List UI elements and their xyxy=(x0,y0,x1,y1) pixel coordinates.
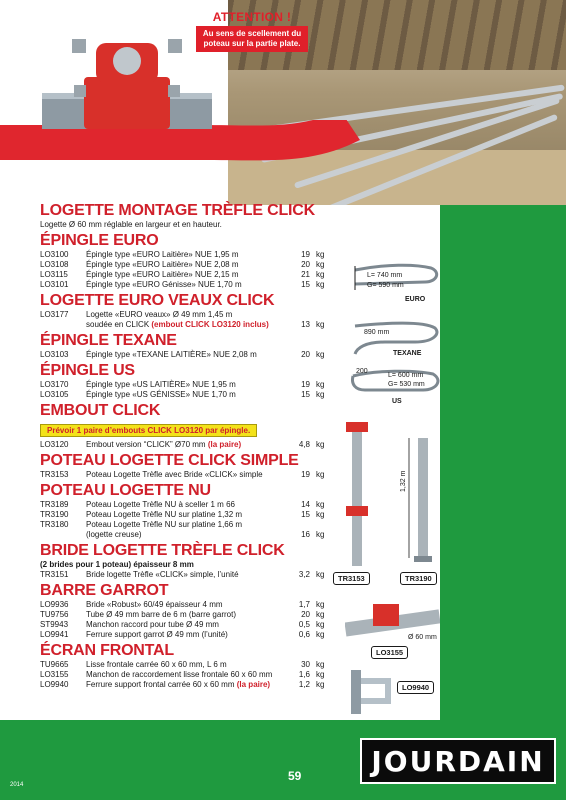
product-code: LO9936 xyxy=(40,600,69,609)
weight-unit: kg xyxy=(316,670,325,679)
product-desc: Poteau Logette Trèfle NU sur platine 1,66 m xyxy=(86,520,243,529)
weight-unit: kg xyxy=(316,570,325,579)
print-year: 2014 xyxy=(10,782,24,788)
product-weight: 13 xyxy=(301,320,310,329)
table-row xyxy=(40,310,340,320)
product-code: LO3103 xyxy=(40,350,69,359)
section-title-logette-euro-veaux: LOGETTE EURO VEAUX CLICK xyxy=(40,292,275,309)
product-weight: 20 xyxy=(301,350,310,359)
weight-unit: kg xyxy=(316,680,325,689)
product-weight: 16 xyxy=(301,530,310,539)
table-row xyxy=(40,500,340,510)
product-desc: Bride «Robust» 60/49 épaisseur 4 mm xyxy=(86,600,223,609)
product-code: TR3153 xyxy=(40,470,69,479)
us-label: US xyxy=(392,398,402,405)
section-title-poteau-simple: POTEAU LOGETTE CLICK SIMPLE xyxy=(40,452,299,469)
weight-unit: kg xyxy=(316,500,325,509)
euro-label: EURO xyxy=(405,296,426,303)
product-weight: 4,8 xyxy=(298,440,310,449)
product-desc: Logette «EURO veaux» Ø 49 mm 1,45 m xyxy=(86,310,233,319)
table-row xyxy=(40,600,340,610)
table-row xyxy=(40,530,340,540)
product-desc: Ferrure support garrot Ø 49 mm (l’unité) xyxy=(86,630,228,639)
clamp-illustration xyxy=(42,35,212,135)
section-title-epingle-texane: ÉPINGLE TEXANE xyxy=(40,332,177,349)
product-desc: Épingle type «TEXANE LAITIÈRE» NUE 2,08 m xyxy=(86,350,257,359)
poteau-code-left: TR3153 xyxy=(333,572,370,585)
section-title-logette-montage: LOGETTE MONTAGE TRÈFLE CLICK xyxy=(40,202,315,219)
weight-unit: kg xyxy=(316,440,325,449)
product-code: LO9941 xyxy=(40,630,69,639)
product-weight: 1,7 xyxy=(298,600,310,609)
product-code: LO3101 xyxy=(40,280,69,289)
texane-label: TEXANE xyxy=(393,350,422,357)
table-row xyxy=(40,570,340,580)
frontal-dim: Ø 60 mm xyxy=(385,707,414,714)
poteau-diagram xyxy=(338,418,442,568)
garrot-dim: Ø 60 mm xyxy=(408,634,437,641)
section-title-bride: BRIDE LOGETTE TRÈFLE CLICK xyxy=(40,542,285,559)
section-subtitle: (2 brides pour 1 poteau) épaisseur 8 mm xyxy=(40,560,194,569)
product-desc-text: soudée en CLICK xyxy=(86,320,150,329)
table-row xyxy=(40,350,340,360)
product-desc: Épingle type «EURO Laitière» NUE 1,95 m xyxy=(86,250,239,259)
product-code: LO3105 xyxy=(40,390,69,399)
weight-unit: kg xyxy=(316,610,325,619)
table-row xyxy=(40,320,340,330)
product-desc-note: (la paire) xyxy=(236,680,271,689)
product-desc: Manchon raccord pour tube Ø 49 mm xyxy=(86,620,219,629)
product-weight: 30 xyxy=(301,660,310,669)
weight-unit: kg xyxy=(316,660,325,669)
frontal-code: LO9940 xyxy=(397,681,434,694)
table-row xyxy=(40,620,340,630)
weight-unit: kg xyxy=(316,250,325,259)
section-title-embout-click: EMBOUT CLICK xyxy=(40,402,161,419)
product-code: TR3180 xyxy=(40,520,69,529)
product-code: LO9940 xyxy=(40,680,69,689)
product-desc: Poteau Logette Trèfle NU à sceller 1 m 66 xyxy=(86,500,235,509)
product-desc xyxy=(86,680,286,690)
us-g-dim: G= 530 mm xyxy=(388,381,425,388)
product-desc: Épingle type «EURO Laitière» NUE 2,15 m xyxy=(86,270,239,279)
table-row xyxy=(40,630,340,640)
attention-title: ATTENTION ! xyxy=(212,10,292,24)
table-row xyxy=(40,510,340,520)
product-desc-note: (embout CLICK LO3120 inclus) xyxy=(151,320,269,329)
weight-unit: kg xyxy=(316,380,325,389)
texane-dim: 890 mm xyxy=(364,329,390,336)
product-code: LO3115 xyxy=(40,270,68,279)
product-desc xyxy=(86,440,286,450)
product-weight: 19 xyxy=(301,380,310,389)
product-code: TR3190 xyxy=(40,510,69,519)
product-desc: Épingle type «EURO Laitière» NUE 2,08 m xyxy=(86,260,239,269)
product-desc: (logette creuse) xyxy=(86,530,142,539)
euro-l-dim: L= 740 mm xyxy=(367,272,403,279)
weight-unit: kg xyxy=(316,510,325,519)
section-title-barre-garrot: BARRE GARROT xyxy=(40,582,169,599)
product-weight: 0,5 xyxy=(298,620,310,629)
poteau-code-right: TR3190 xyxy=(400,572,437,585)
weight-unit: kg xyxy=(316,320,325,329)
green-band xyxy=(440,205,566,800)
product-code: TU9756 xyxy=(40,610,69,619)
weight-unit: kg xyxy=(316,620,325,629)
table-row xyxy=(40,670,340,680)
table-row xyxy=(40,520,340,530)
table-row xyxy=(40,380,340,390)
poteau-dim: 1,32 m xyxy=(400,470,407,492)
product-desc: Manchon de raccordement lisse frontale 60 x 60 mm xyxy=(86,670,273,679)
product-desc: Poteau Logette Trèfle NU sur platine 1,32 m xyxy=(86,510,243,519)
table-row xyxy=(40,610,340,620)
product-desc-text: Ferrure support frontal carrée 60 x 60 mm xyxy=(86,680,235,689)
weight-unit: kg xyxy=(316,390,325,399)
table-row xyxy=(40,440,340,450)
weight-unit: kg xyxy=(316,350,325,359)
table-row xyxy=(40,390,340,400)
table-epingle-euro xyxy=(40,250,340,290)
product-code: LO3155 xyxy=(40,670,69,679)
section-title-epingle-us: ÉPINGLE US xyxy=(40,362,135,379)
product-desc: Épingle type «EURO Génisse» NUE 1,70 m xyxy=(86,280,242,289)
product-code: LO3177 xyxy=(40,310,69,319)
product-weight: 20 xyxy=(301,260,310,269)
weight-unit: kg xyxy=(316,600,325,609)
product-weight: 19 xyxy=(301,250,310,259)
brand-name: JOURDAIN xyxy=(371,744,545,778)
product-weight xyxy=(286,520,310,530)
us-l-dim: L= 600 mm xyxy=(388,372,424,379)
product-weight: 15 xyxy=(301,390,310,399)
section-title-epingle-euro: ÉPINGLE EURO xyxy=(40,232,159,249)
euro-g-dim: G= 590 mm xyxy=(367,282,404,289)
product-code: LO3170 xyxy=(40,380,69,389)
product-code: ST9943 xyxy=(40,620,69,629)
brand-logo xyxy=(360,738,556,784)
section-subtitle: Logette Ø 60 mm réglable en largeur et en hauteur. xyxy=(40,220,222,229)
weight-unit: kg xyxy=(316,270,325,279)
product-desc: Lisse frontale carrée 60 x 60 mm, L 6 m xyxy=(86,660,227,669)
product-weight: 3,2 xyxy=(298,570,310,579)
weight-unit: kg xyxy=(316,630,325,639)
product-code: LO3100 xyxy=(40,250,69,259)
table-row xyxy=(40,680,340,690)
product-list xyxy=(40,200,340,690)
us-top-dim: 200 xyxy=(356,368,368,375)
product-desc: Épingle type «US GÉNISSE» NUE 1,70 m xyxy=(86,390,236,399)
product-code: TR3189 xyxy=(40,500,69,509)
product-weight: 19 xyxy=(301,470,310,479)
section-title-poteau-nu: POTEAU LOGETTE NU xyxy=(40,482,211,499)
product-desc: Bride logette Trèfle «CLICK» simple, l’unité xyxy=(86,570,239,579)
weight-unit: kg xyxy=(316,280,325,289)
product-code: LO3120 xyxy=(40,440,69,449)
product-desc-note: (la paire) xyxy=(207,440,242,449)
product-weight: 1,2 xyxy=(298,680,310,689)
table-row xyxy=(40,270,340,280)
product-weight: 21 xyxy=(301,270,310,279)
table-row xyxy=(40,470,340,480)
product-desc: Tube Ø 49 mm barre de 6 m (barre garrot) xyxy=(86,610,236,619)
product-code xyxy=(40,530,86,540)
product-weight: 15 xyxy=(301,280,310,289)
attention-text: Au sens de scellement du poteau sur la partie plate. xyxy=(196,26,308,52)
attention-callout xyxy=(196,10,308,52)
table-row xyxy=(40,280,340,290)
table-row xyxy=(40,660,340,670)
product-desc: Poteau Logette Trèfle avec Bride «CLICK» simple xyxy=(86,470,263,479)
product-weight: 14 xyxy=(301,500,310,509)
product-desc-text: Embout version “CLICK” Ø70 mm xyxy=(86,440,206,449)
garrot-code: LO3155 xyxy=(371,646,408,659)
product-code: TR3151 xyxy=(40,570,69,579)
page-number: 59 xyxy=(288,769,302,783)
notice-banner: Prévoir 1 paire d’embouts CLICK LO3120 par épingle. xyxy=(40,424,257,437)
weight-unit: kg xyxy=(316,260,325,269)
product-desc xyxy=(86,320,286,330)
product-weight: 1,6 xyxy=(298,670,310,679)
product-code: LO3108 xyxy=(40,260,69,269)
weight-unit: kg xyxy=(316,470,325,479)
table-row xyxy=(40,260,340,270)
weight-unit: kg xyxy=(316,530,325,539)
product-code: TU9665 xyxy=(40,660,69,669)
weight-unit xyxy=(310,520,332,530)
table-row xyxy=(40,250,340,260)
section-title-ecran-frontal: ÉCRAN FRONTAL xyxy=(40,642,174,659)
product-weight: 0,6 xyxy=(298,630,310,639)
product-desc: Épingle type «US LAITIÈRE» NUE 1,95 m xyxy=(86,380,236,389)
product-weight: 20 xyxy=(301,610,310,619)
product-weight: 15 xyxy=(301,510,310,519)
